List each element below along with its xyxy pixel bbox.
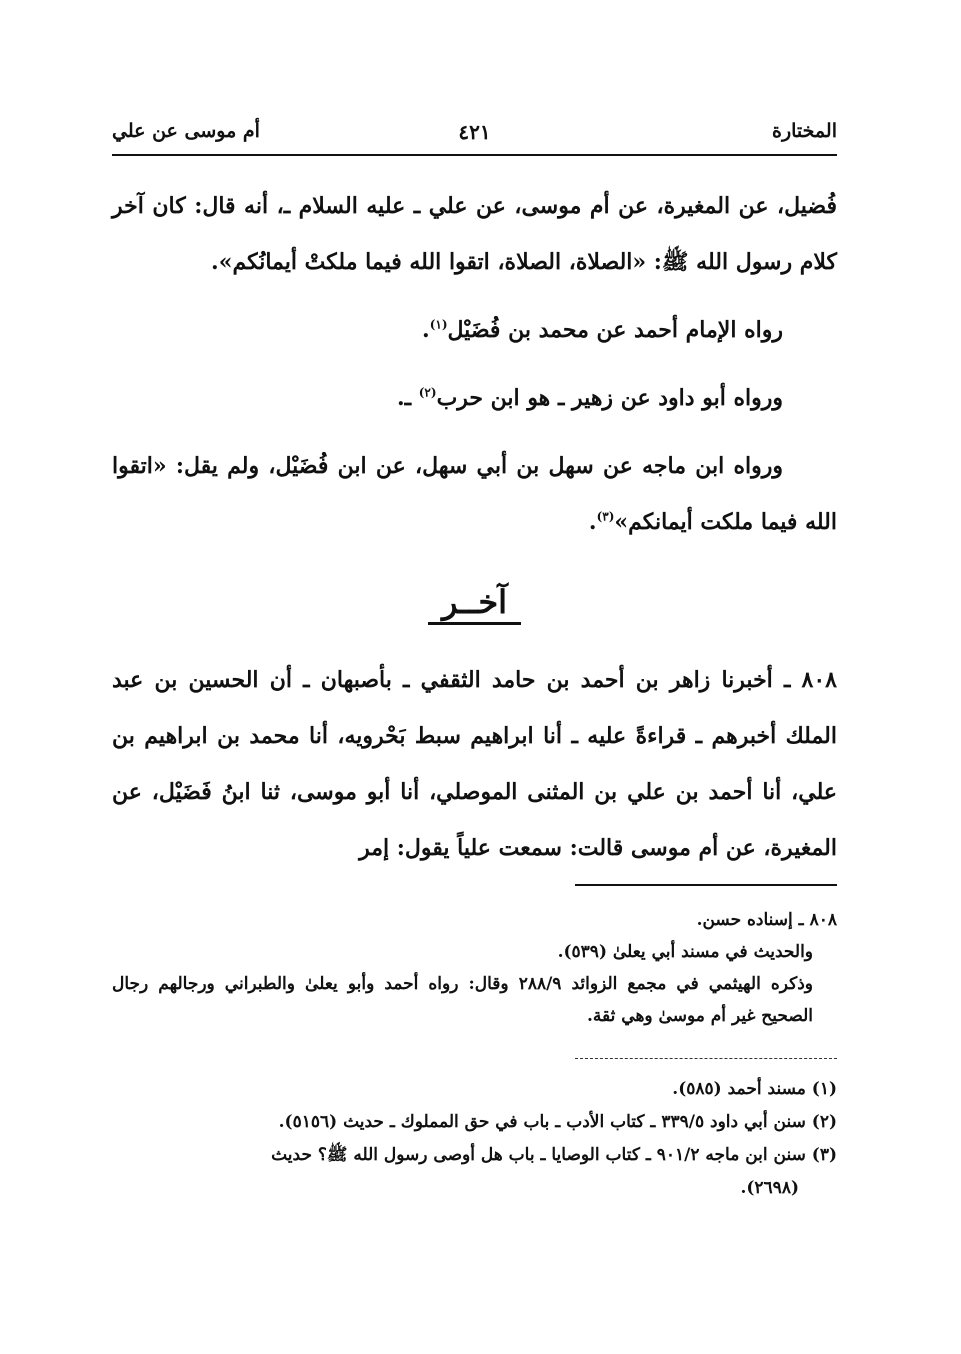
notes-divider [575,884,837,886]
paragraph-narration-ahmad [112,302,837,358]
page-number: ٤٢١ [458,120,491,144]
narration-abudawud-text: ورواه أبو داود عن زهير ـ هو ابن حرب [436,385,783,411]
narration-ahmad-text: رواه الإمام أحمد عن محمد بن فُضَيْل [447,317,783,343]
note-musnad: والحديث في مسند أبي يعلىٰ (٥٣٩). [557,942,813,962]
paragraph-narration-ibnmajah [112,438,837,550]
document-page [112,110,837,1300]
chapter-title: أم موسى عن علي [112,120,260,142]
footnote-2: (٢) سنن أبي داود ٣٣٩/٥ ـ كتاب الأدب ـ باب في حق المملوك ـ حديث (٥١٥٦). [278,1112,837,1132]
narration-ibnmajah-end: . [588,509,597,535]
section-heading [112,576,837,628]
main-text [112,178,837,876]
narration-ibnmajah-text: ورواه ابن ماجه عن سهل بن أبي سهل، عن ابن فُضَيْل، ولم يقل: «اتقوا الله فيما ملكت أيمانكم» [112,453,837,535]
note-haythami: وذكره الهيثمي في مجمع الزوائد ٢٨٨/٩ وقال: رواه أحمد وأبو يعلىٰ والطبراني ورجالهم رجال الصحيح غير أم موسىٰ وهي ثقة. [112,974,814,1026]
paragraph-hadith-text: فُضيل، عن المغيرة، عن أم موسى، عن علي ـ عليه السلام ـ، أنه قال: كان آخر كلام رسول الله ﷺ: «الصلاة، الصلاة، اتقوا الله فيما ملكتْ أيمانُكم». [112,193,837,275]
footnote-3-continued: (٢٦٩٨). [740,1178,799,1198]
narration-abudawud-end: ـ. [396,385,419,411]
paragraph-narration-abudawud [112,370,837,426]
section-heading-label: آخــر [428,582,521,625]
book-title: المختارة [772,120,837,142]
footnotes [112,1073,837,1205]
running-header [112,110,837,156]
footnote-3: (٣) سنن ابن ماجه ٩٠١/٢ ـ كتاب الوصايا ـ باب هل أوصى رسول الله ﷺ؟ حديث [271,1145,837,1165]
commentary-notes [112,904,837,1032]
footnote-ref-3: (٣) [596,509,615,524]
paragraph-hadith-808: ٨٠٨ ـ أخبرنا زاهر بن أحمد بن حامد الثقفي ـ بأصبهان ـ أن الحسين بن عبد الملك أخبرهم ـ قراءةً عليه ـ أنا ابراهيم سبط بَحْرويه، أنا محمد بن ابراهيم بن علي، أنا أحمد بن علي بن المثنى الموصلي، أنا أبو موسى، ثنا ابنُ فَضَيْل، عن المغيرة، عن أم موسى قالت: سمعت علياً يقول: إمر [112,667,837,861]
footnotes-divider [575,1058,837,1059]
narration-ahmad-end: . [422,317,430,343]
note-isnad: ٨٠٨ ـ إسناده حسن. [696,910,837,930]
footnote-ref-1: (١) [429,317,448,332]
footnote-ref-2: (٢) [418,385,437,400]
footnote-1: (١) مسند أحمد (٥٨٥). [672,1079,837,1099]
